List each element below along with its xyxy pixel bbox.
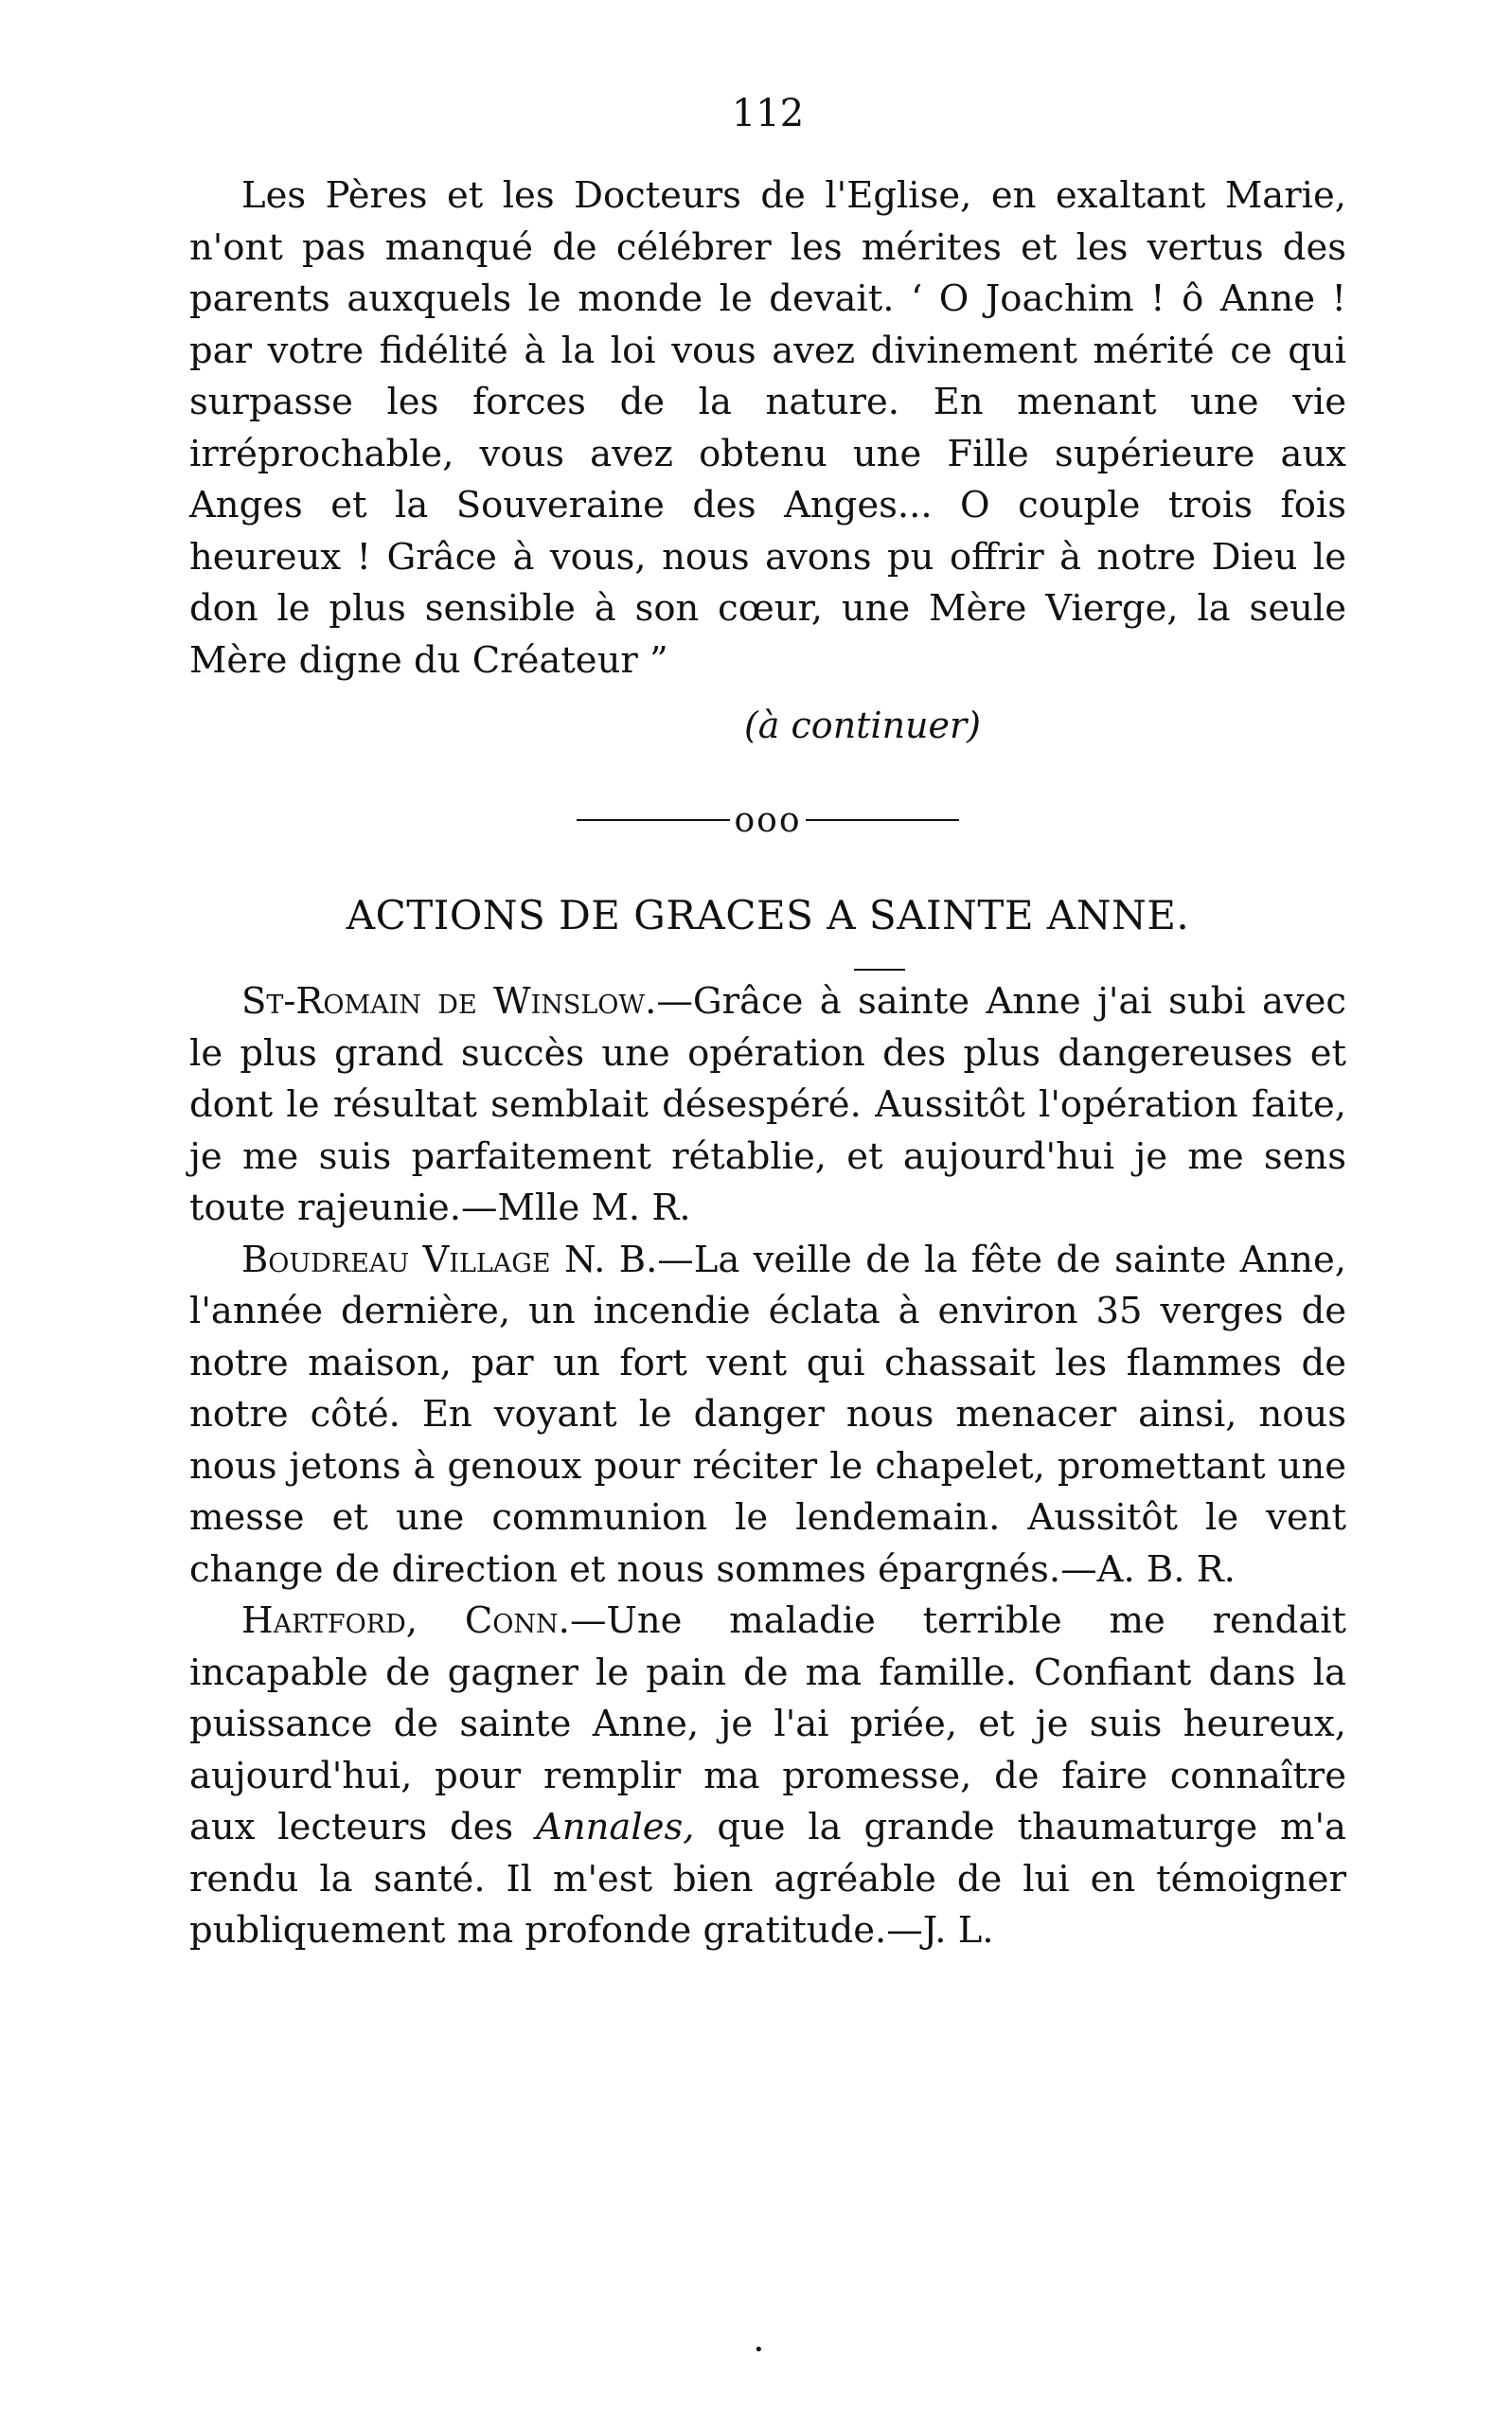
footer-mark: •	[754, 2340, 764, 2360]
entry-place: Boudreau Village	[241, 1238, 551, 1281]
entry-text-after: que la grande thaumaturge m'a rendu la santé. Il m'est bien agréable de lui en témoigner publiquement ma profonde gratitude.—J. L.	[189, 1806, 1346, 1952]
separator-line-left	[577, 819, 730, 821]
entry-text: —Grâce à sainte Anne j'ai subi avec le plus grand succès une opération des plus dangereuses et dont le résultat semblait désespéré. Aussitôt l'opération faite, je me suis parfaitement rétablie, et aujourd'hui je me sens toute rajeunie.—Mlle M. R.	[189, 980, 1346, 1229]
entry-text: N. B.—La veille de la fête de sainte Anne, l'année dernière, un incendie éclata à environ 35 verges de notre maison, par un fort vent qui chassait les flammes de notre côté. En voyant le danger nous menacer ainsi, nous nous jetons à genoux pour réciter le chapelet, promettant une messe et une communion le lendemain. Aussitôt le vent change de direction et nous sommes épargnés.—A. B. R.	[189, 1238, 1346, 1591]
section-heading: ACTIONS DE GRACES A SAINTE ANNE.	[346, 892, 1190, 938]
entry-place: Hartford, Conn.	[241, 1599, 570, 1642]
entry-italic-title: Annales,	[536, 1806, 695, 1848]
separator-mark: ooo	[734, 800, 802, 840]
book-page	[189, 90, 1346, 1957]
entry-text: —Une maladie terrible me rendait incapable de gagner le pain de ma famille. Confiant dans la puissance de sainte Anne, je l'ai priée, et je suis heureux, aujourd'hui, pour remplir ma promesse, de faire connaître aux lecteurs des	[189, 1599, 1347, 1848]
page-number: 112	[731, 92, 805, 135]
entry-boudreau	[189, 1235, 1346, 1597]
section-separator	[189, 794, 1346, 846]
entry-place: St-Romain de Winslow.	[241, 980, 657, 1023]
intro-paragraph: Les Pères et les Docteurs de l'Eglise, en exaltant Marie, n'ont pas manqué de célébrer les mérites et les vertus des parents auxquels le monde le devait. ‘ O Joachim ! ô Anne ! par votre fidélité à la loi vous avez divinement mérité ce qui surpasse les forces de la nature. En menant une vie irréprochable, vous avez obtenu une Fille supérieure aux Anges et la Souveraine des Anges... O couple trois fois heureux ! Grâce à vous, nous avons pu offrir à notre Dieu le don le plus sensible à son cœur, une Mère Vierge, la seule Mère digne du Créateur ”	[189, 174, 1346, 682]
entry-st-romain	[189, 976, 1346, 1235]
entry-hartford	[189, 1596, 1346, 1957]
thanksgiving-entries	[189, 976, 1346, 1957]
heading-dash	[854, 969, 905, 971]
separator-line-right	[806, 819, 959, 821]
continuer-note: (à continuer)	[743, 705, 982, 746]
